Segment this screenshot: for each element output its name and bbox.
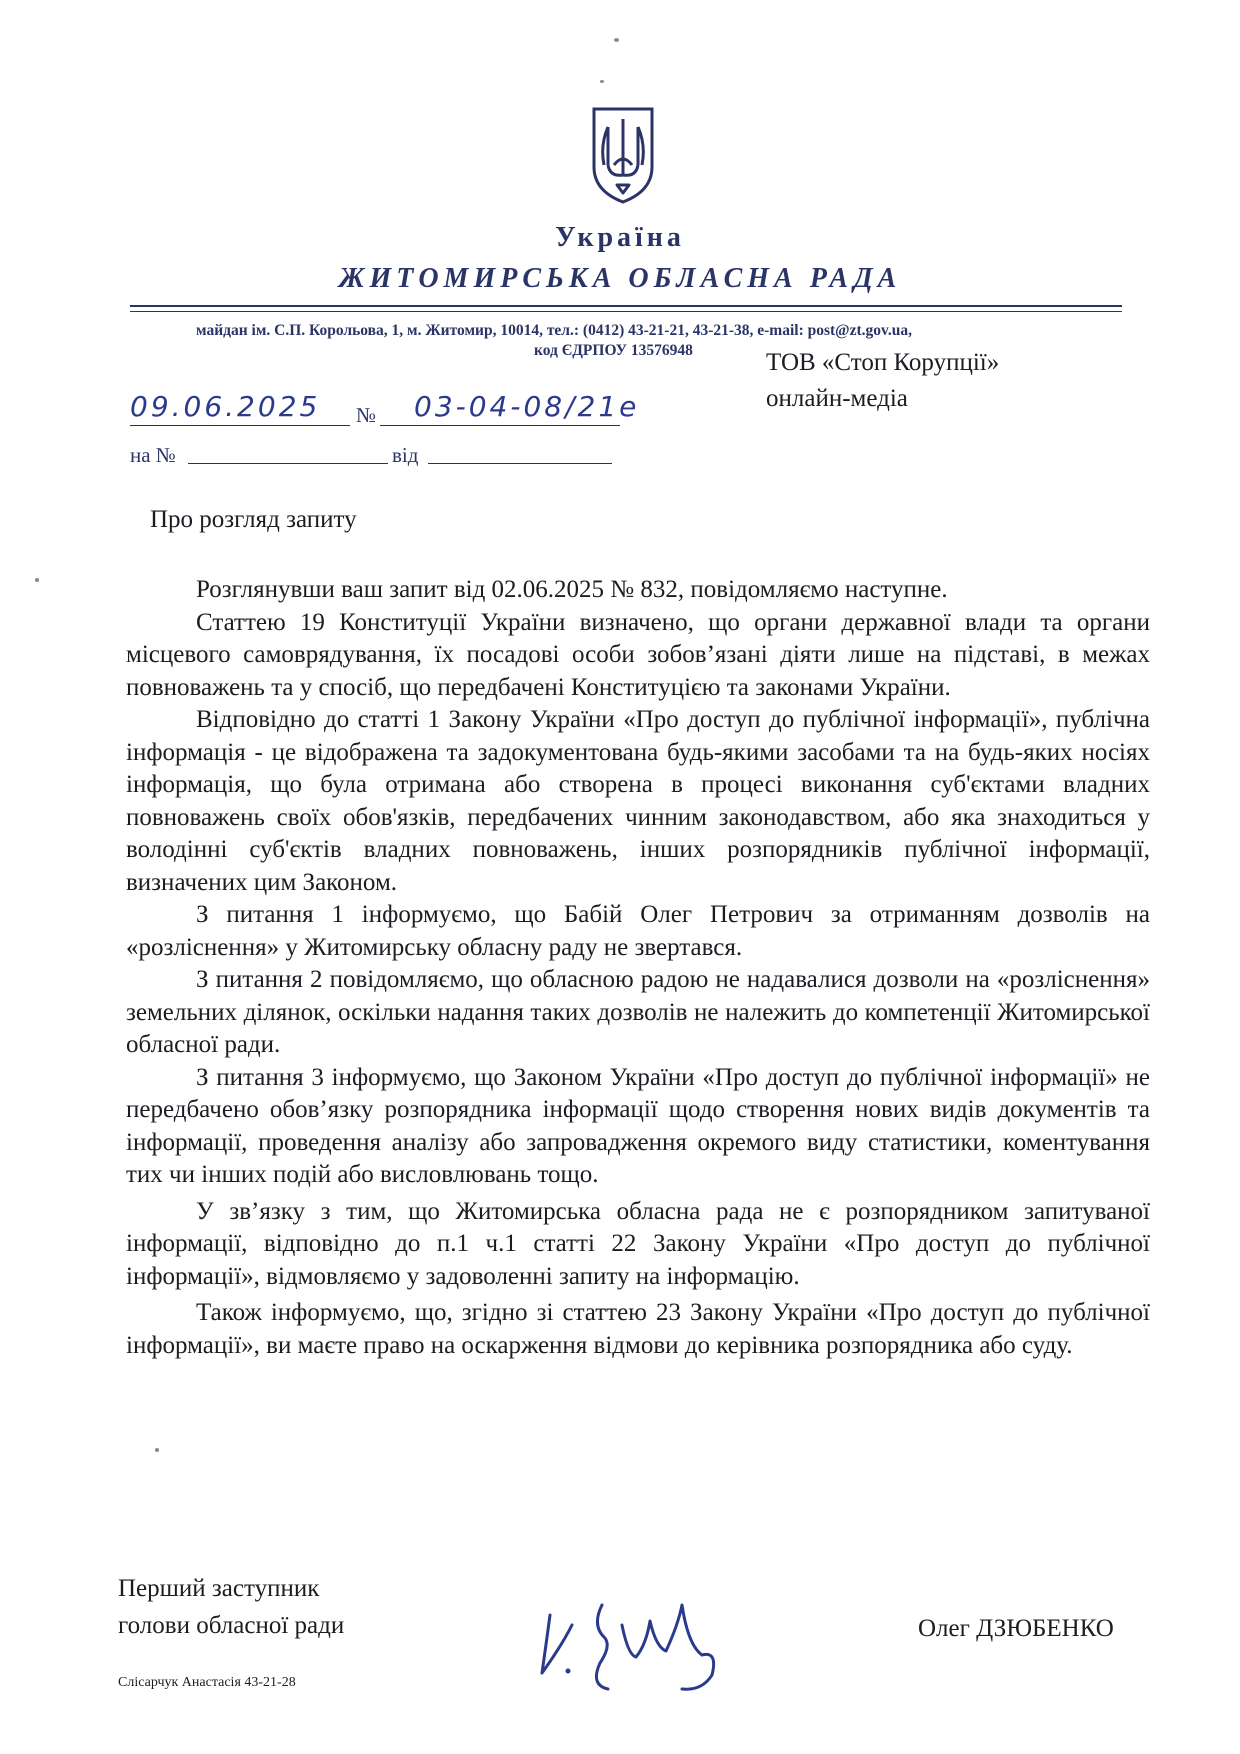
reference-label: на № [130, 443, 176, 467]
letterhead-divider [130, 311, 1122, 312]
recipient-block [766, 345, 999, 417]
body-paragraph: З питання 2 повідомляємо, що обласною радою не надавалися дозволи на «розліснення» земельних ділянок, оскільки надання таких дозволів не належить до компетенції Житомирської обласної ради. [126, 966, 1150, 1058]
executor-info: Слісарчук Анастасія 43-21-28 [118, 1675, 296, 1690]
from-line [428, 463, 612, 464]
body-paragraph: З питання 1 інформуємо, що Бабій Олег Петрович за отриманням дозволів на «розліснення» у Житомирську обласну раду не звертався. [126, 901, 1150, 961]
council-address: майдан ім. С.П. Корольова, 1, м. Житомир, 10014, тел.: (0412) 43-21-21, 43-21-38, e-mail: post@zt.gov.ua, [196, 322, 913, 339]
scan-speck [600, 80, 604, 83]
recipient-name: ТОВ «Стоп Корупції» [766, 349, 1000, 376]
handwritten-signature [532, 1585, 752, 1695]
country-name: Україна [555, 222, 685, 253]
letterhead-divider [130, 305, 1122, 307]
number-label: № [356, 403, 377, 427]
body-paragraph: У зв’язку з тим, що Житомирська обласна рада не є розпорядником запитуваної інформації, відповідно до п.1 ч.1 статті 22 Закону України «Про доступ до публічної інформації», відмовляємо у задоволенні запиту на інформацію. [126, 1197, 1150, 1290]
date-line [130, 425, 350, 426]
scan-speck [35, 578, 39, 582]
from-label: від [392, 443, 419, 467]
recipient-type: онлайн-медіа [766, 385, 908, 412]
position-line: голови обласної ради [118, 1612, 345, 1639]
edrpou-code: код ЄДРПОУ 13576948 [534, 342, 693, 359]
trident-emblem-icon [590, 105, 656, 205]
scan-speck [155, 1448, 159, 1452]
position-line: Перший заступник [118, 1575, 320, 1602]
number-line [380, 425, 620, 426]
reference-line [188, 463, 388, 464]
outgoing-number: 03-04-08/21е [414, 390, 640, 423]
scan-speck [614, 38, 619, 42]
letter-body [126, 574, 1150, 1362]
body-paragraph: Розглянувши ваш запит від 02.06.2025 № 832, повідомляємо наступне. [196, 576, 948, 603]
signatory-name: Олег ДЗЮБЕНКО [918, 1615, 1114, 1642]
outgoing-date: 09.06.2025 [130, 390, 321, 423]
body-paragraph: Відповідно до статті 1 Закону України «Про доступ до публічної інформації», публічна інформація - це відображена та задокументована будь-якими засобами та на будь-яких носіях інформація, що була отримана або створена в процесі виконання суб'єктами владних повноважень своїх обов'язків, передбачених чинним законодавством, або яка знаходиться у володінні суб'єктів владних повноважень, інших розпорядників публічної інформації, визначених цим Законом. [126, 706, 1150, 896]
letter-subject: Про розгляд запиту [150, 506, 357, 533]
body-paragraph: З питання 3 інформуємо, що Законом України «Про доступ до публічної інформації» не передбачено обов’язку розпорядника інформації щодо створення нових видів документів та інформації, проведення аналізу або запровадження окремого виду статистики, коментування тих чи інших подій або висловлювань тощо. [126, 1063, 1150, 1188]
body-paragraph: Статтею 19 Конституції України визначено, що органи державної влади та органи місцевого самоврядування, їх посадові особи зобов’язані діяти лише на підставі, в межах повноважень та у спосіб, що передбачені Конституцією та законами України. [126, 608, 1150, 701]
signatory-position [118, 1570, 344, 1644]
council-name: ЖИТОМИРСЬКА ОБЛАСНА РАДА [338, 263, 902, 294]
body-paragraph: Також інформуємо, що, згідно зі статтею 23 Закону України «Про доступ до публічної інформації», ви маєте право на оскарження відмови до керівника розпорядника або суду. [126, 1299, 1150, 1359]
